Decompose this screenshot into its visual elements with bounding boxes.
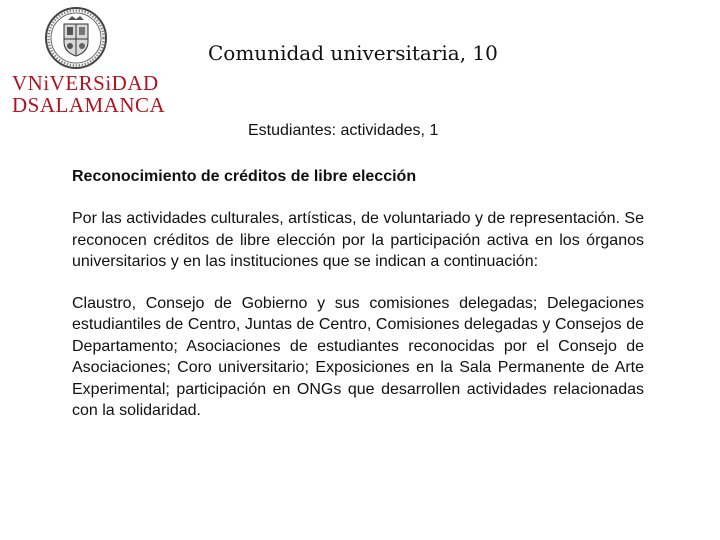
page-title: Comunidad universitaria, 10: [208, 41, 498, 65]
paragraph-intro: Por las actividades culturales, artísticas, de voluntariado y de representación. Se reconocen créditos de libre elección por la participación activa en los órganos universitarios y en las instituciones que se indican a continuación:: [72, 210, 644, 270]
wordmark-line-2: DSALAMANCA: [12, 93, 166, 117]
section-heading: Reconocimiento de créditos de libre elección: [72, 168, 417, 185]
paragraph-list: Claustro, Consejo de Gobierno y sus comisiones delegadas; Delegaciones estudiantiles de Centro, Juntas de Centro, Comisiones delegadas y Consejos de Departamento; Asociaciones de estudiantes reconocidas por el Consejo de Asociaciones; Coro universitario; Exposiciones en la Sala Permanente de Arte Experimental; participación en ONGs que desarrollen actividades relacionadas con la solidaridad.: [72, 294, 644, 419]
university-logo: [8, 6, 166, 117]
wordmark-line-1: VNiVERSiDAD: [12, 71, 159, 95]
slide-content: [72, 166, 644, 442]
university-wordmark: [12, 71, 166, 117]
slide-subtitle: Estudiantes: actividades, 1: [248, 122, 439, 139]
university-seal-icon: [44, 6, 108, 70]
